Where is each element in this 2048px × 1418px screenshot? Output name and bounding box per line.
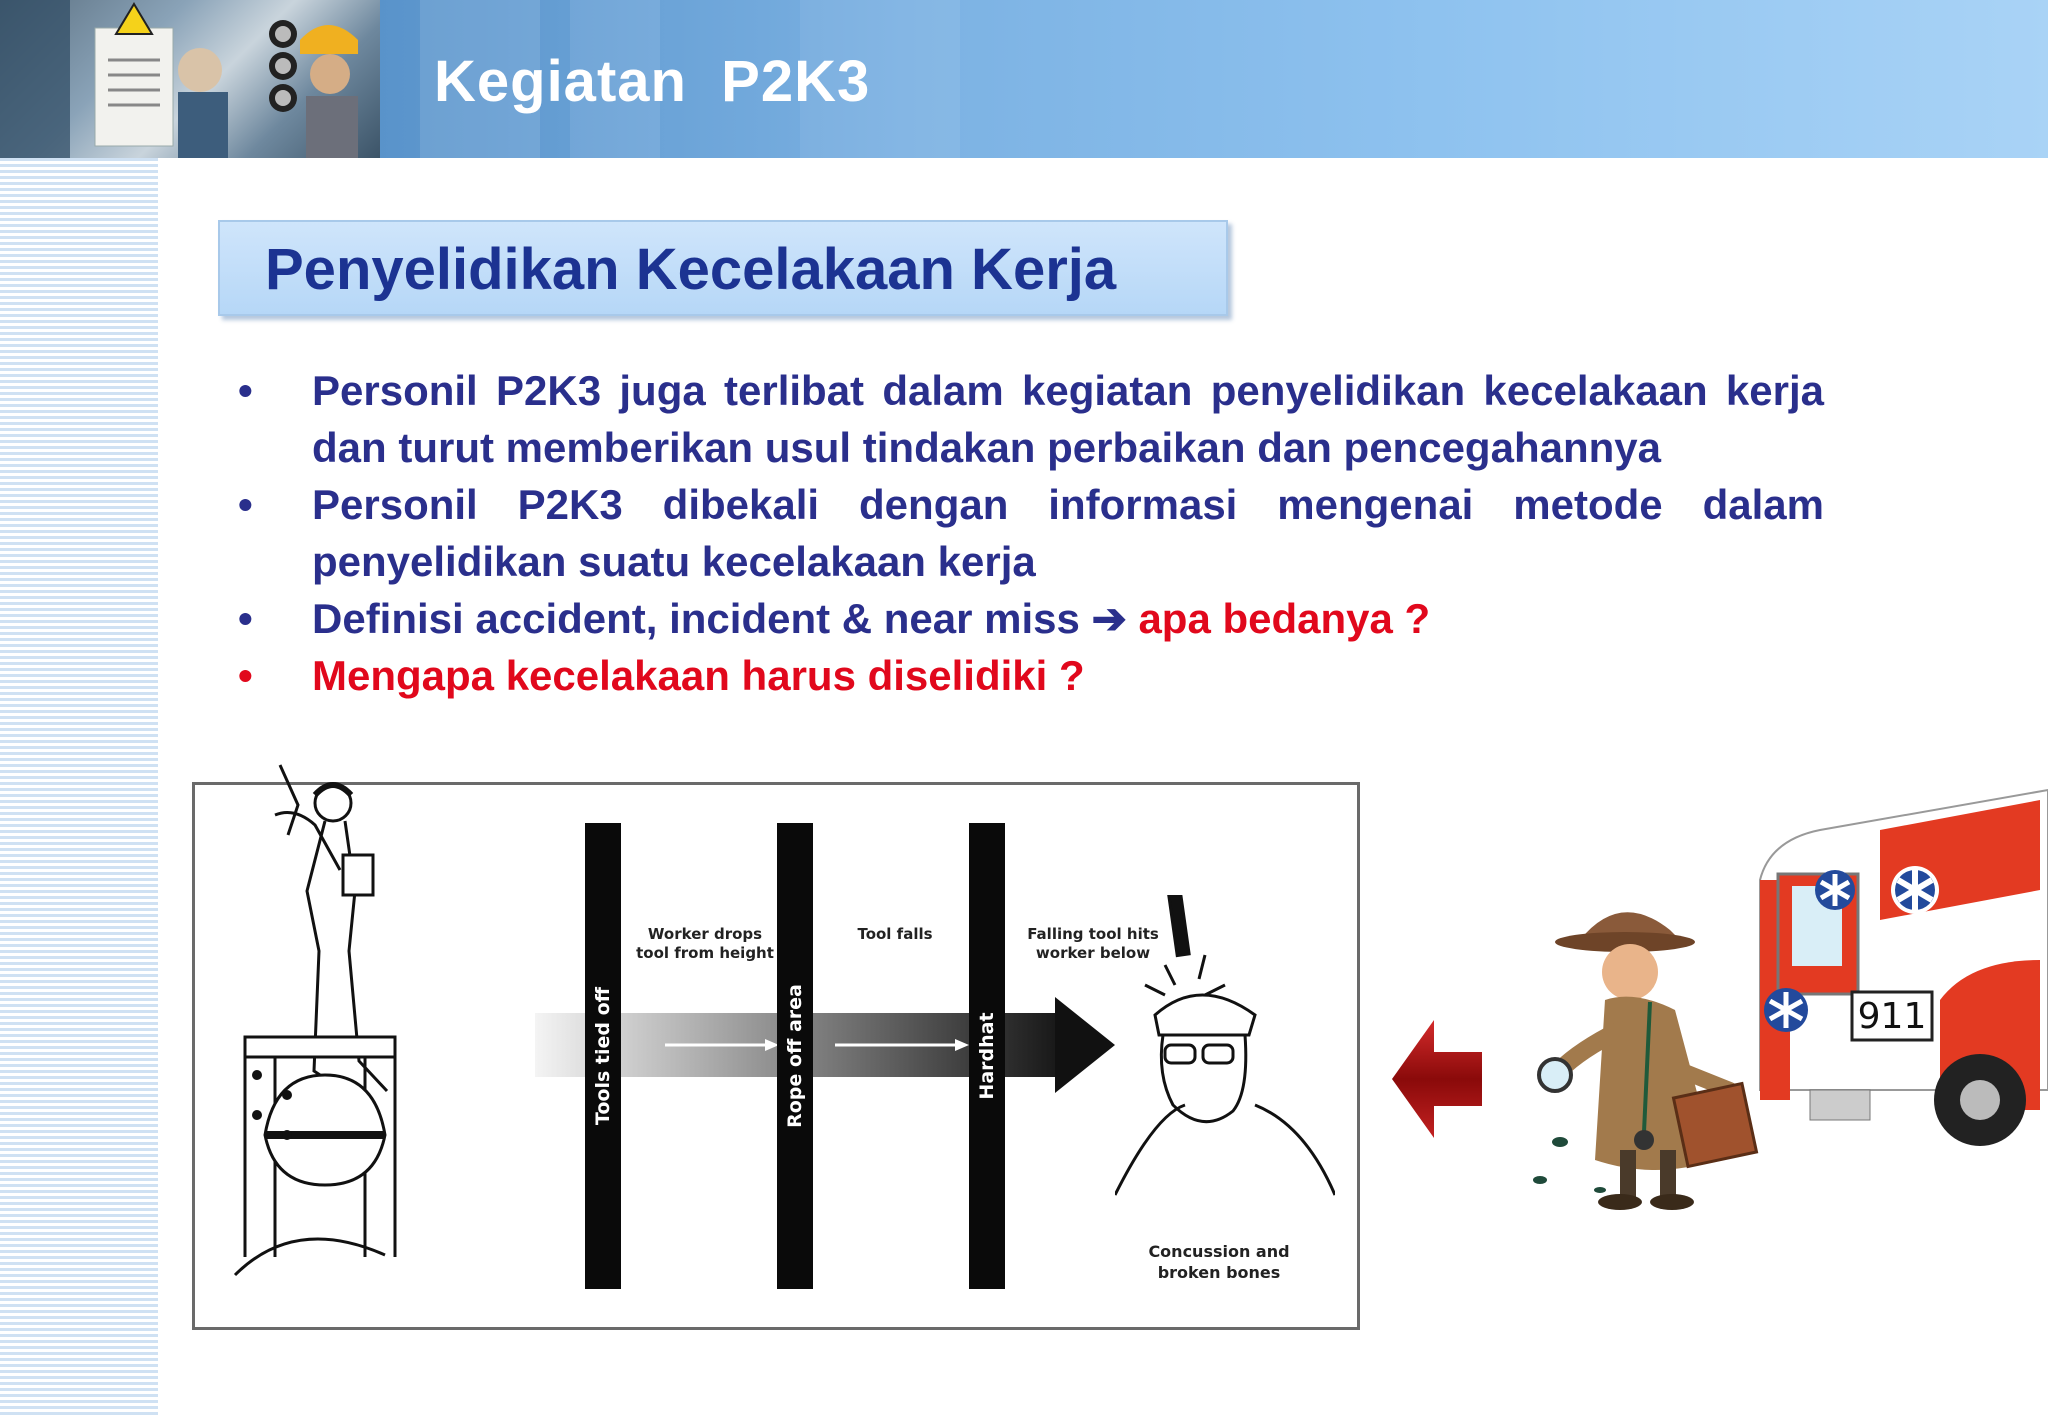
- left-stripe-decoration: [0, 158, 158, 1418]
- barrier-label: Tools tied off: [592, 986, 614, 1126]
- step-label: Tool falls: [857, 925, 933, 943]
- flow-arrow: [535, 985, 1135, 1105]
- bullet-dot: •: [238, 481, 253, 528]
- arrow-left-icon: [1392, 1020, 1482, 1138]
- ambulance-number: 911: [1857, 996, 1927, 1037]
- worker-at-height-illustration: [205, 755, 445, 1335]
- bullet-item: [238, 476, 1824, 590]
- barrier-label: Hardhat: [976, 1012, 998, 1100]
- header-banner: [0, 0, 2048, 158]
- bullet-item: [238, 362, 1824, 476]
- bullet-dot: •: [238, 652, 253, 699]
- bullet-list: [238, 362, 1824, 704]
- header-safety-photo: [0, 0, 380, 158]
- barrier-diagram: [192, 782, 1360, 1330]
- arrow-right-icon: ➔: [1091, 595, 1127, 642]
- barrier-bar: [969, 823, 1005, 1289]
- section-title-box: [218, 220, 1228, 316]
- step-label: Falling tool hits worker below: [1027, 925, 1159, 962]
- ambulance-illustration: [1740, 770, 2048, 1160]
- bullet-item: [238, 647, 1824, 704]
- barrier-bar: [777, 823, 813, 1289]
- bullet-text: Mengapa kecelakaan harus diselidiki ?: [312, 652, 1085, 699]
- detective-illustration: [1500, 890, 1780, 1230]
- bullet-text: Personil P2K3 juga terlibat dalam kegiatan penyelidikan kecelakaan kerja dan turut memberikan usul tindakan perbaikan dan pencegahannya: [312, 367, 1824, 471]
- bullet-text: Personil P2K3 dibekali dengan informasi mengenai metode dalam penyelidikan suatu kecelakaan kerja: [312, 481, 1824, 585]
- bullet-highlight: apa bedanya ?: [1126, 595, 1431, 642]
- bullet-dot: •: [238, 595, 253, 642]
- barrier-bar: [585, 823, 621, 1289]
- step-label: Worker drops tool from height: [636, 925, 774, 962]
- section-title: Penyelidikan Kecelakaan Kerja: [265, 237, 1117, 302]
- injured-worker-illustration: [1115, 895, 1335, 1225]
- bullet-item: [238, 590, 1824, 647]
- outcome-label: Concussion and broken bones: [1148, 1242, 1290, 1282]
- barrier-label: Rope off area: [784, 984, 806, 1128]
- header-title: Kegiatan P2K3: [434, 49, 871, 114]
- bullet-text: Definisi accident, incident & near miss: [312, 595, 1092, 642]
- bullet-dot: •: [238, 367, 253, 414]
